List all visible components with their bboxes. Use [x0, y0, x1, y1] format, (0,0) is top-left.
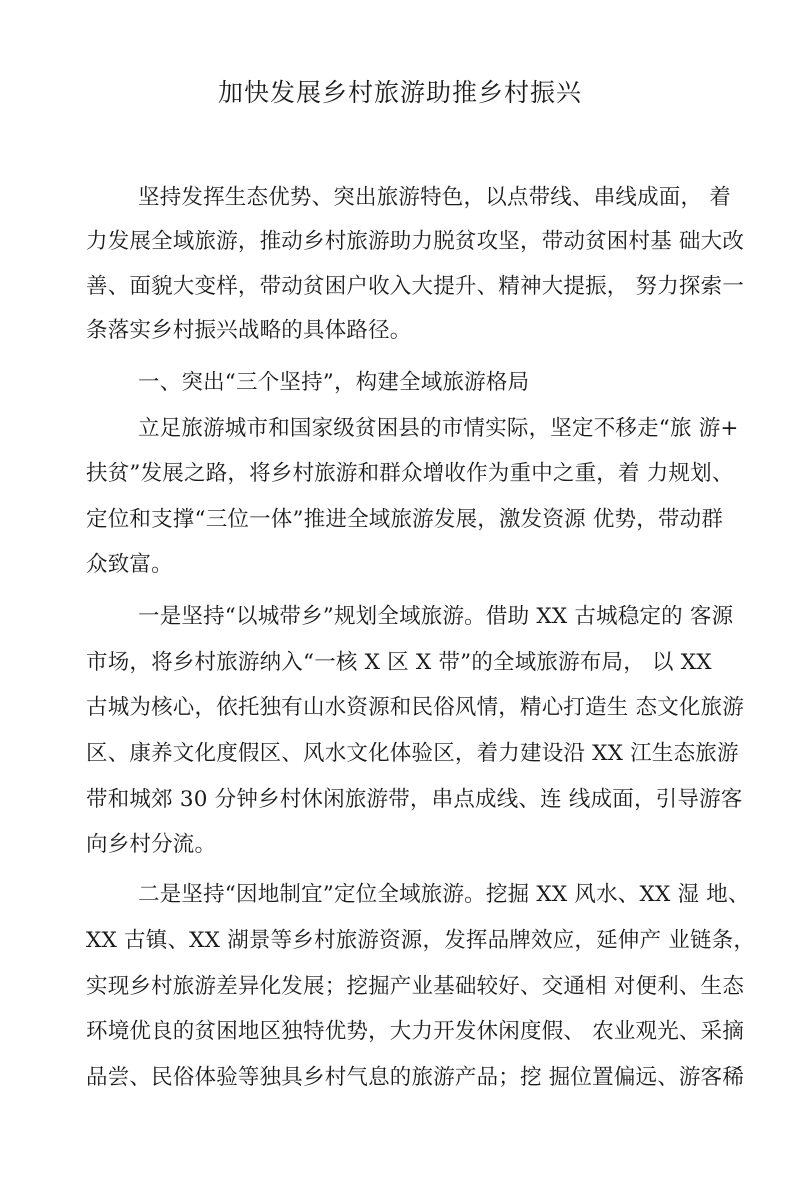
paragraph-line: 带和城郊 30 分钟乡村休闲旅游带，串点成线、连 线成面，引导游客: [86, 787, 743, 812]
paragraph-line: 扶贫”发展之路，将乡村旅游和群众增收作为重中之重，着 力规划、: [86, 461, 734, 486]
paragraph-line: 众致富。: [86, 552, 173, 577]
paragraph-line: 立足旅游城市和国家级贫困县的市情实际，坚定不移走“旅 游+: [138, 416, 739, 441]
paragraph-line: XX 古镇、XX 湖景等乡村旅游资源，发挥品牌效应，延伸产 业链条，: [86, 928, 756, 953]
paragraph-line: 力发展全域旅游，推动乡村旅游助力脱贫攻坚，带动贫困村基 础大改: [86, 229, 745, 254]
paragraph-line: 坚持发挥生态优势、突出旅游特色，以点带线、串线成面， 着: [138, 185, 731, 210]
paragraph-line: 实现乡村旅游差异化发展；挖掘产业基础较好、交通相 对便利、生态: [86, 974, 745, 999]
paragraph-line: 向乡村分流。: [86, 832, 217, 857]
paragraph-line: 环境优良的贫困地区独特优势，大力开发休闲度假、 农业观光、采摘: [86, 1019, 745, 1044]
paragraph-line: 条落实乡村振兴战略的具体路径。: [86, 318, 412, 343]
paragraph-line: 善、面貌大变样，带动贫困户收入大提升、精神大提振， 努力探索一: [86, 274, 745, 299]
paragraph-line: 品尝、民俗体验等独具乡村气息的旅游产品；挖 掘位置偏远、游客稀: [86, 1065, 745, 1090]
paragraph-line: 古城为核心，依托独有山水资源和民俗风情，精心打造生 态文化旅游: [86, 695, 745, 720]
document-title: 加快发展乡村旅游助推乡村振兴: [217, 78, 582, 107]
paragraph-line: 区、康养文化度假区、风水文化体验区，着力建设沿 XX 江生态旅游: [86, 741, 739, 766]
section-heading: 一、突出“三个坚持”，构建全域旅游格局: [138, 370, 530, 395]
paragraph-line: 市场，将乡村旅游纳入“一核 X 区 X 带”的全域旅游布局， 以 XX: [86, 650, 712, 675]
paragraph-line: 一是坚持“以城带乡”规划全域旅游。借助 XX 古城稳定的 客源: [138, 604, 734, 629]
paragraph-line: 定位和支撑“三位一体”推进全域旅游发展，激发资源 优势，带动群: [86, 507, 724, 532]
paragraph-line: 二是坚持“因地制宜”定位全域旅游。挖掘 XX 风水、XX 湿 地、: [138, 882, 750, 907]
